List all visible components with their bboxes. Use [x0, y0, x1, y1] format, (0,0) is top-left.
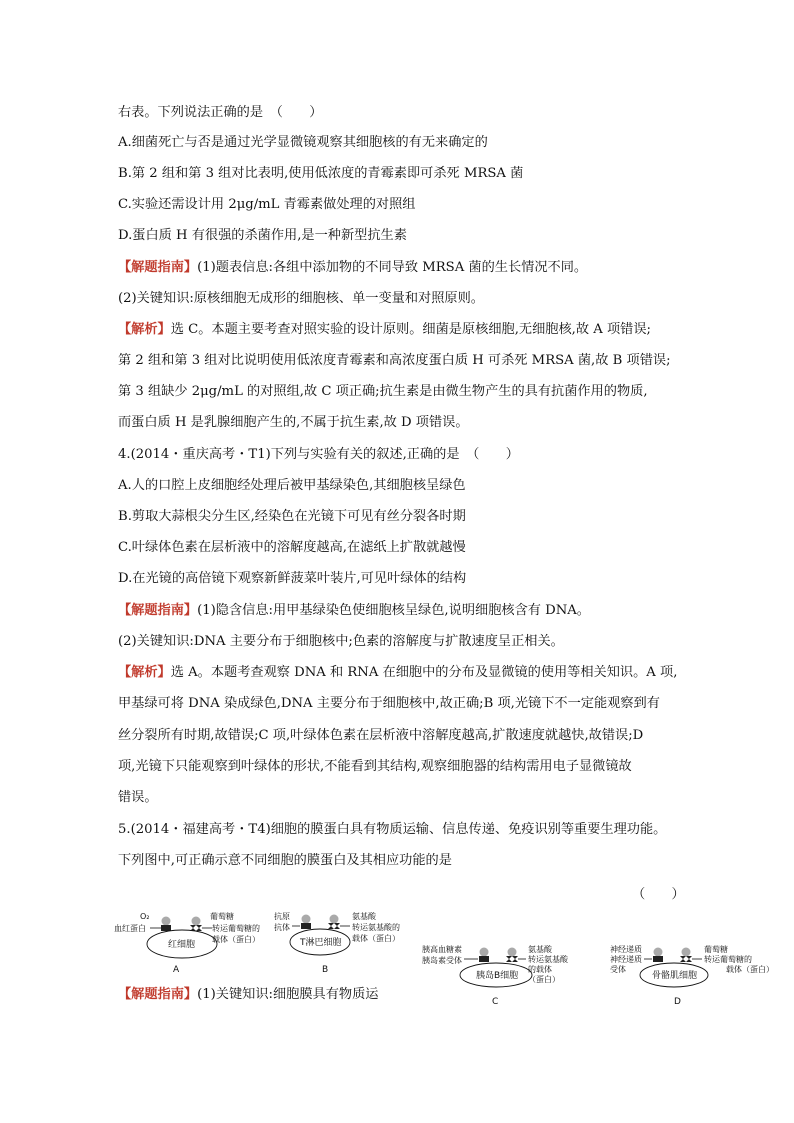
fig-c-carrier-icon [506, 956, 518, 962]
fig-b-cell-label: T淋巴细胞 [300, 938, 342, 948]
fig-c-right-protein-icon [508, 948, 517, 957]
q3-guide-line2: (2)关键知识:原核细胞无成形的细胞核、单一变量和对照原则。 [118, 291, 484, 306]
fig-a-left-protein-icon [162, 917, 171, 926]
fig-b-left-bottom: 抗体 [274, 923, 290, 932]
fig-a-left-top: O₂ [140, 912, 150, 921]
q5-guide-text1: (1)关键知识:细胞膜具有物质运 [197, 987, 379, 1002]
fig-d-left-mid: 神经递质 [610, 955, 642, 964]
q3-guide-line1 [118, 259, 587, 277]
fig-a-right-top: 葡萄糖 [210, 912, 234, 921]
fig-a-right-protein-icon [192, 917, 201, 926]
fig-c-right-bottom1: 的载体 [528, 965, 552, 974]
q4-analysis-text1: 选 A。本题考查观察 DNA 和 RNA 在细胞中的分布及显微镜的使用等相关知识。A 项, [170, 665, 678, 680]
fig-a-cell-label: 红细胞 [168, 940, 196, 950]
q3-analysis-line4: 而蛋白质 H 是乳腺细胞产生的,不属于抗生素,故 D 项错误。 [118, 415, 469, 430]
fig-d-left-protein-icon [654, 948, 663, 957]
fig-b-right-mid: 转运氨基酸的 [352, 923, 400, 932]
guide-tag: 【解题指南】 [118, 987, 198, 1002]
figure-c [420, 940, 590, 1008]
q3-analysis-text1: 选 C。本题主要考查对照实验的设计原则。细菌是原核细胞,无细胞核,故 A 项错误; [170, 322, 651, 337]
fig-c-left-top: 胰高血糖素 [422, 945, 462, 954]
fig-a-left-bottom: 血红蛋白 [114, 924, 146, 933]
q3-analysis-line1 [118, 321, 651, 339]
fig-c-left-bottom: 胰岛素受体 [422, 956, 462, 965]
fig-c-label: C [492, 997, 499, 1007]
analysis-tag: 【解析】 [118, 322, 171, 337]
q3-analysis-line3: 第 3 组缺少 2μg/mL 的对照组,故 C 项正确;抗生素是由微生物产生的具有抗菌作用的物质, [118, 384, 648, 399]
q5-guide-line1 [118, 986, 379, 1004]
figure-b [272, 908, 412, 978]
q4-analysis-line2: 甲基绿可将 DNA 染成绿色,DNA 主要分布于细胞核中,故正确;B 项,光镜下不一定能观察到有 [118, 696, 660, 711]
q4-guide-line1 [118, 602, 590, 620]
fig-d-receptor-icon [653, 956, 663, 962]
fig-c-cell-label: 胰岛B细胞 [476, 971, 519, 981]
fig-c-receptor-icon [479, 956, 489, 962]
fig-d-left-top: 神经递质 [610, 945, 642, 954]
fig-b-label: B [322, 965, 329, 975]
fig-d-cell-label: 骨骼肌细胞 [652, 971, 698, 981]
fig-c-right-bottom2: （蛋白） [528, 975, 560, 984]
fig-b-right-protein-icon [330, 915, 339, 924]
fig-a-left-receptor-icon [161, 925, 171, 931]
q4-option-d: D.在光镜的高倍镜下观察新鲜菠菜叶装片,可见叶绿体的结构 [118, 571, 467, 586]
q4-option-c: C.叶绿体色素在层析液中的溶解度越高,在滤纸上扩散就越慢 [118, 540, 466, 555]
fig-a-label: A [173, 965, 180, 975]
q4-analysis-line3: 丝分裂所有时期,故错误;C 项,叶绿体色素在层析液中溶解度越高,扩散速度就越快,故错误;D [118, 728, 644, 743]
fig-d-label: D [674, 997, 681, 1007]
figure-d [608, 940, 786, 1008]
q3-option-b: B.第 2 组和第 3 组对比表明,使用低浓度的青霉素即可杀死 MRSA 菌 [118, 166, 524, 181]
q4-analysis-line4: 项,光镜下只能观察到叶绿体的形状,不能看到其结构,观察细胞器的结构需用电子显微镜故 [118, 759, 632, 774]
fig-b-left-top: 抗原 [274, 912, 290, 921]
q3-option-d: D.蛋白质 H 有很强的杀菌作用,是一种新型抗生素 [118, 228, 407, 243]
q3-option-a: A.细菌死亡与否是通过光学显微镜观察其细胞核的有无来确定的 [118, 135, 488, 150]
fig-b-right-bottom: 载体（蛋白） [352, 934, 400, 943]
fig-b-carrier-icon [328, 923, 340, 929]
fig-b-antigen-icon [302, 915, 311, 924]
fig-d-right-protein-icon [682, 948, 691, 957]
fig-c-left-protein-icon [480, 948, 489, 957]
guide-tag: 【解题指南】 [118, 260, 198, 275]
q3-analysis-line2: 第 2 组和第 3 组对比说明使用低浓度青霉素和高浓度蛋白质 H 可杀死 MRSA 菌,故 B 项错误; [118, 353, 671, 368]
q4-analysis-line1 [118, 664, 677, 682]
q5-stem-line2: 下列图中,可正确示意不同细胞的膜蛋白及其相应功能的是 [118, 853, 452, 868]
fig-a-right-bottom: 载体（蛋白） [212, 935, 260, 944]
fig-a-right-mid: 转运葡萄糖的 [212, 924, 260, 933]
fig-b-right-top: 氨基酸 [352, 912, 376, 921]
fig-c-right-mid: 转运氨基酸 [528, 955, 568, 964]
figure-a [112, 908, 262, 978]
q3-option-c: C.实验还需设计用 2μg/mL 青霉素做处理的对照组 [118, 197, 416, 212]
q5-answer-paren: （ ） [632, 887, 685, 902]
guide-tag: 【解题指南】 [118, 603, 198, 618]
fig-d-right-top: 葡萄糖 [704, 945, 728, 954]
q5-stem-line1: 5.(2014・福建高考・T4)细胞的膜蛋白具有物质运输、信息传递、免疫识别等重要生理功能。 [118, 822, 667, 837]
q4-analysis-line5: 错误。 [118, 790, 158, 805]
fig-c-right-top: 氨基酸 [528, 945, 552, 954]
q4-guide-line2: (2)关键知识:DNA 主要分布于细胞核中;色素的溶解度与扩散速度呈正相关。 [118, 634, 564, 649]
fig-b-antibody-icon [301, 923, 311, 929]
q4-stem: 4.(2014・重庆高考・T1)下列与实验有关的叙述,正确的是 （ ） [118, 447, 519, 462]
analysis-tag: 【解析】 [118, 665, 171, 680]
q4-option-a: A.人的口腔上皮细胞经处理后被甲基绿染色,其细胞核呈绿色 [118, 478, 466, 493]
q3-guide-text1: (1)题表信息:各组中添加物的不同导致 MRSA 菌的生长情况不同。 [197, 260, 588, 275]
fig-d-left-bottom: 受体 [610, 965, 626, 974]
fig-d-right-bottom: 载体（蛋白） [726, 965, 774, 974]
q4-guide-text1: (1)隐含信息:用甲基绿染色使细胞核呈绿色,说明细胞核含有 DNA。 [197, 603, 590, 618]
fig-d-carrier-icon [680, 956, 692, 962]
q4-option-b: B.剪取大蒜根尖分生区,经染色在光镜下可见有丝分裂各时期 [118, 509, 466, 524]
intro-line: 右表。下列说法正确的是 （ ） [118, 105, 323, 120]
fig-d-right-mid: 转运葡萄糖的 [704, 955, 752, 964]
